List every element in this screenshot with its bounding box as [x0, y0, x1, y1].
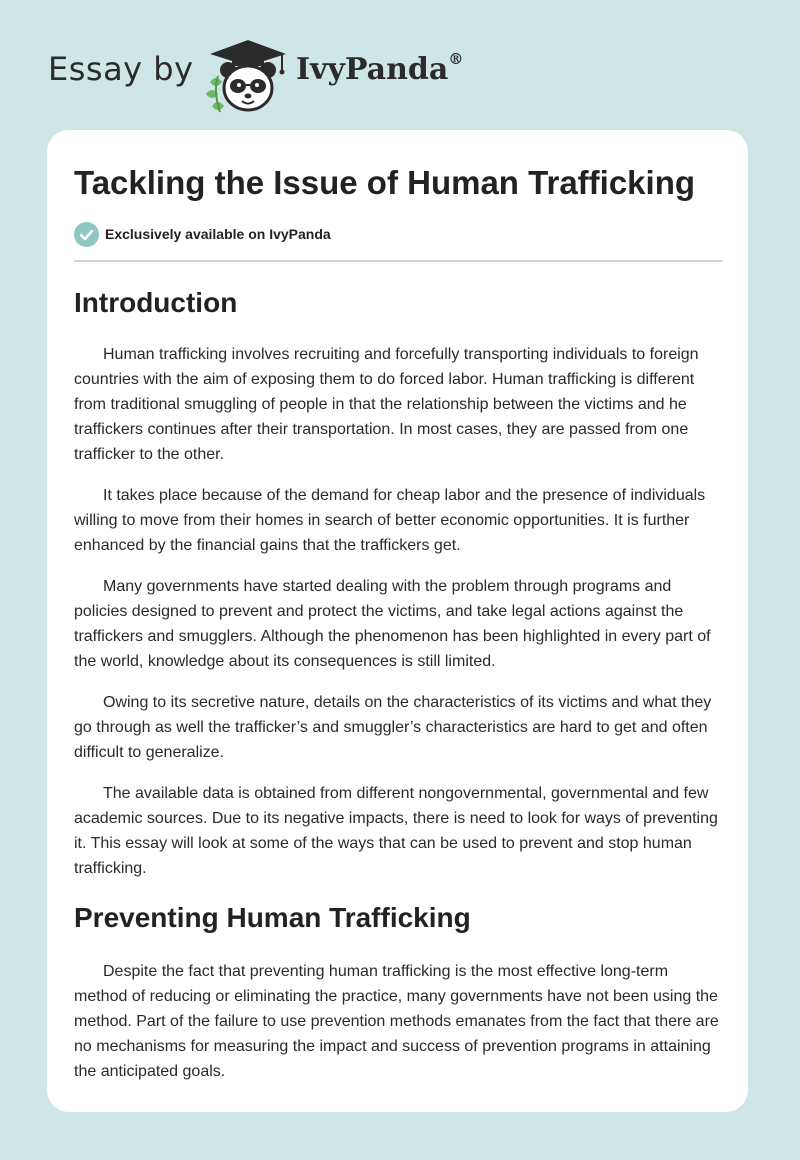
essay-body: [74, 280, 724, 1100]
exclusive-badge: [74, 221, 331, 247]
paragraph: Many governments have started dealing with the problem through programs and policies designed to prevent and protect the victims, and take legal actions against the traffickers and smugglers. Although the phenomenon has been highlighted in every part of the world, knowledge about its consequences is still limited.: [74, 578, 711, 670]
registered-mark: ®: [448, 50, 464, 68]
panda-graduate-icon[interactable]: [202, 36, 294, 116]
essay-by-label: Essay by: [48, 50, 194, 88]
brand-name: IvyPanda: [296, 52, 449, 87]
section-heading-introduction: Introduction: [74, 287, 238, 318]
paragraph: It takes place because of the demand for cheap labor and the presence of individuals willing to move from their homes in search of better economic opportunities. It is further enhanced by the financial gains that the traffickers get.: [74, 487, 706, 554]
paragraph: Human trafficking involves recruiting and forcefully transporting individuals to foreign countries with the aim of exposing them to do forced labor. Human trafficking is different from traditional smuggling of people in that the relationship between the victims and he traffickers continues after their transportation. In most cases, they are passed from one trafficker to the other.: [74, 346, 699, 463]
essay-title: Tackling the Issue of Human Trafficking: [74, 164, 696, 201]
divider: [74, 260, 723, 262]
exclusive-label: Exclusively available on IvyPanda: [105, 226, 331, 242]
check-circle-icon: [74, 222, 99, 247]
section-heading-preventing: Preventing Human Trafficking: [74, 902, 471, 933]
site-header: [48, 30, 748, 120]
brand-logo-text[interactable]: [296, 52, 463, 87]
essay-card: [47, 130, 748, 1112]
paragraph: Despite the fact that preventing human trafficking is the most effective long-term method of reducing or eliminating the practice, many governments have not been using the method. Part of the failure to use prevention methods emanates from the fact that there are no mechanisms for measuring the impact and success of prevention programs in attaining the anticipated goals.: [74, 963, 719, 1080]
paragraph: Owing to its secretive nature, details on the characteristics of its victims and what they go through as well the trafficker’s and smuggler’s characteristics are hard to get and often difficult to generalize.: [74, 694, 712, 761]
paragraph: The available data is obtained from different nongovernmental, governmental and few academic sources. Due to its negative impacts, there is need to look for ways of preventing it. This essay will look at some of the ways that can be used to prevent and stop human trafficking.: [74, 785, 718, 877]
